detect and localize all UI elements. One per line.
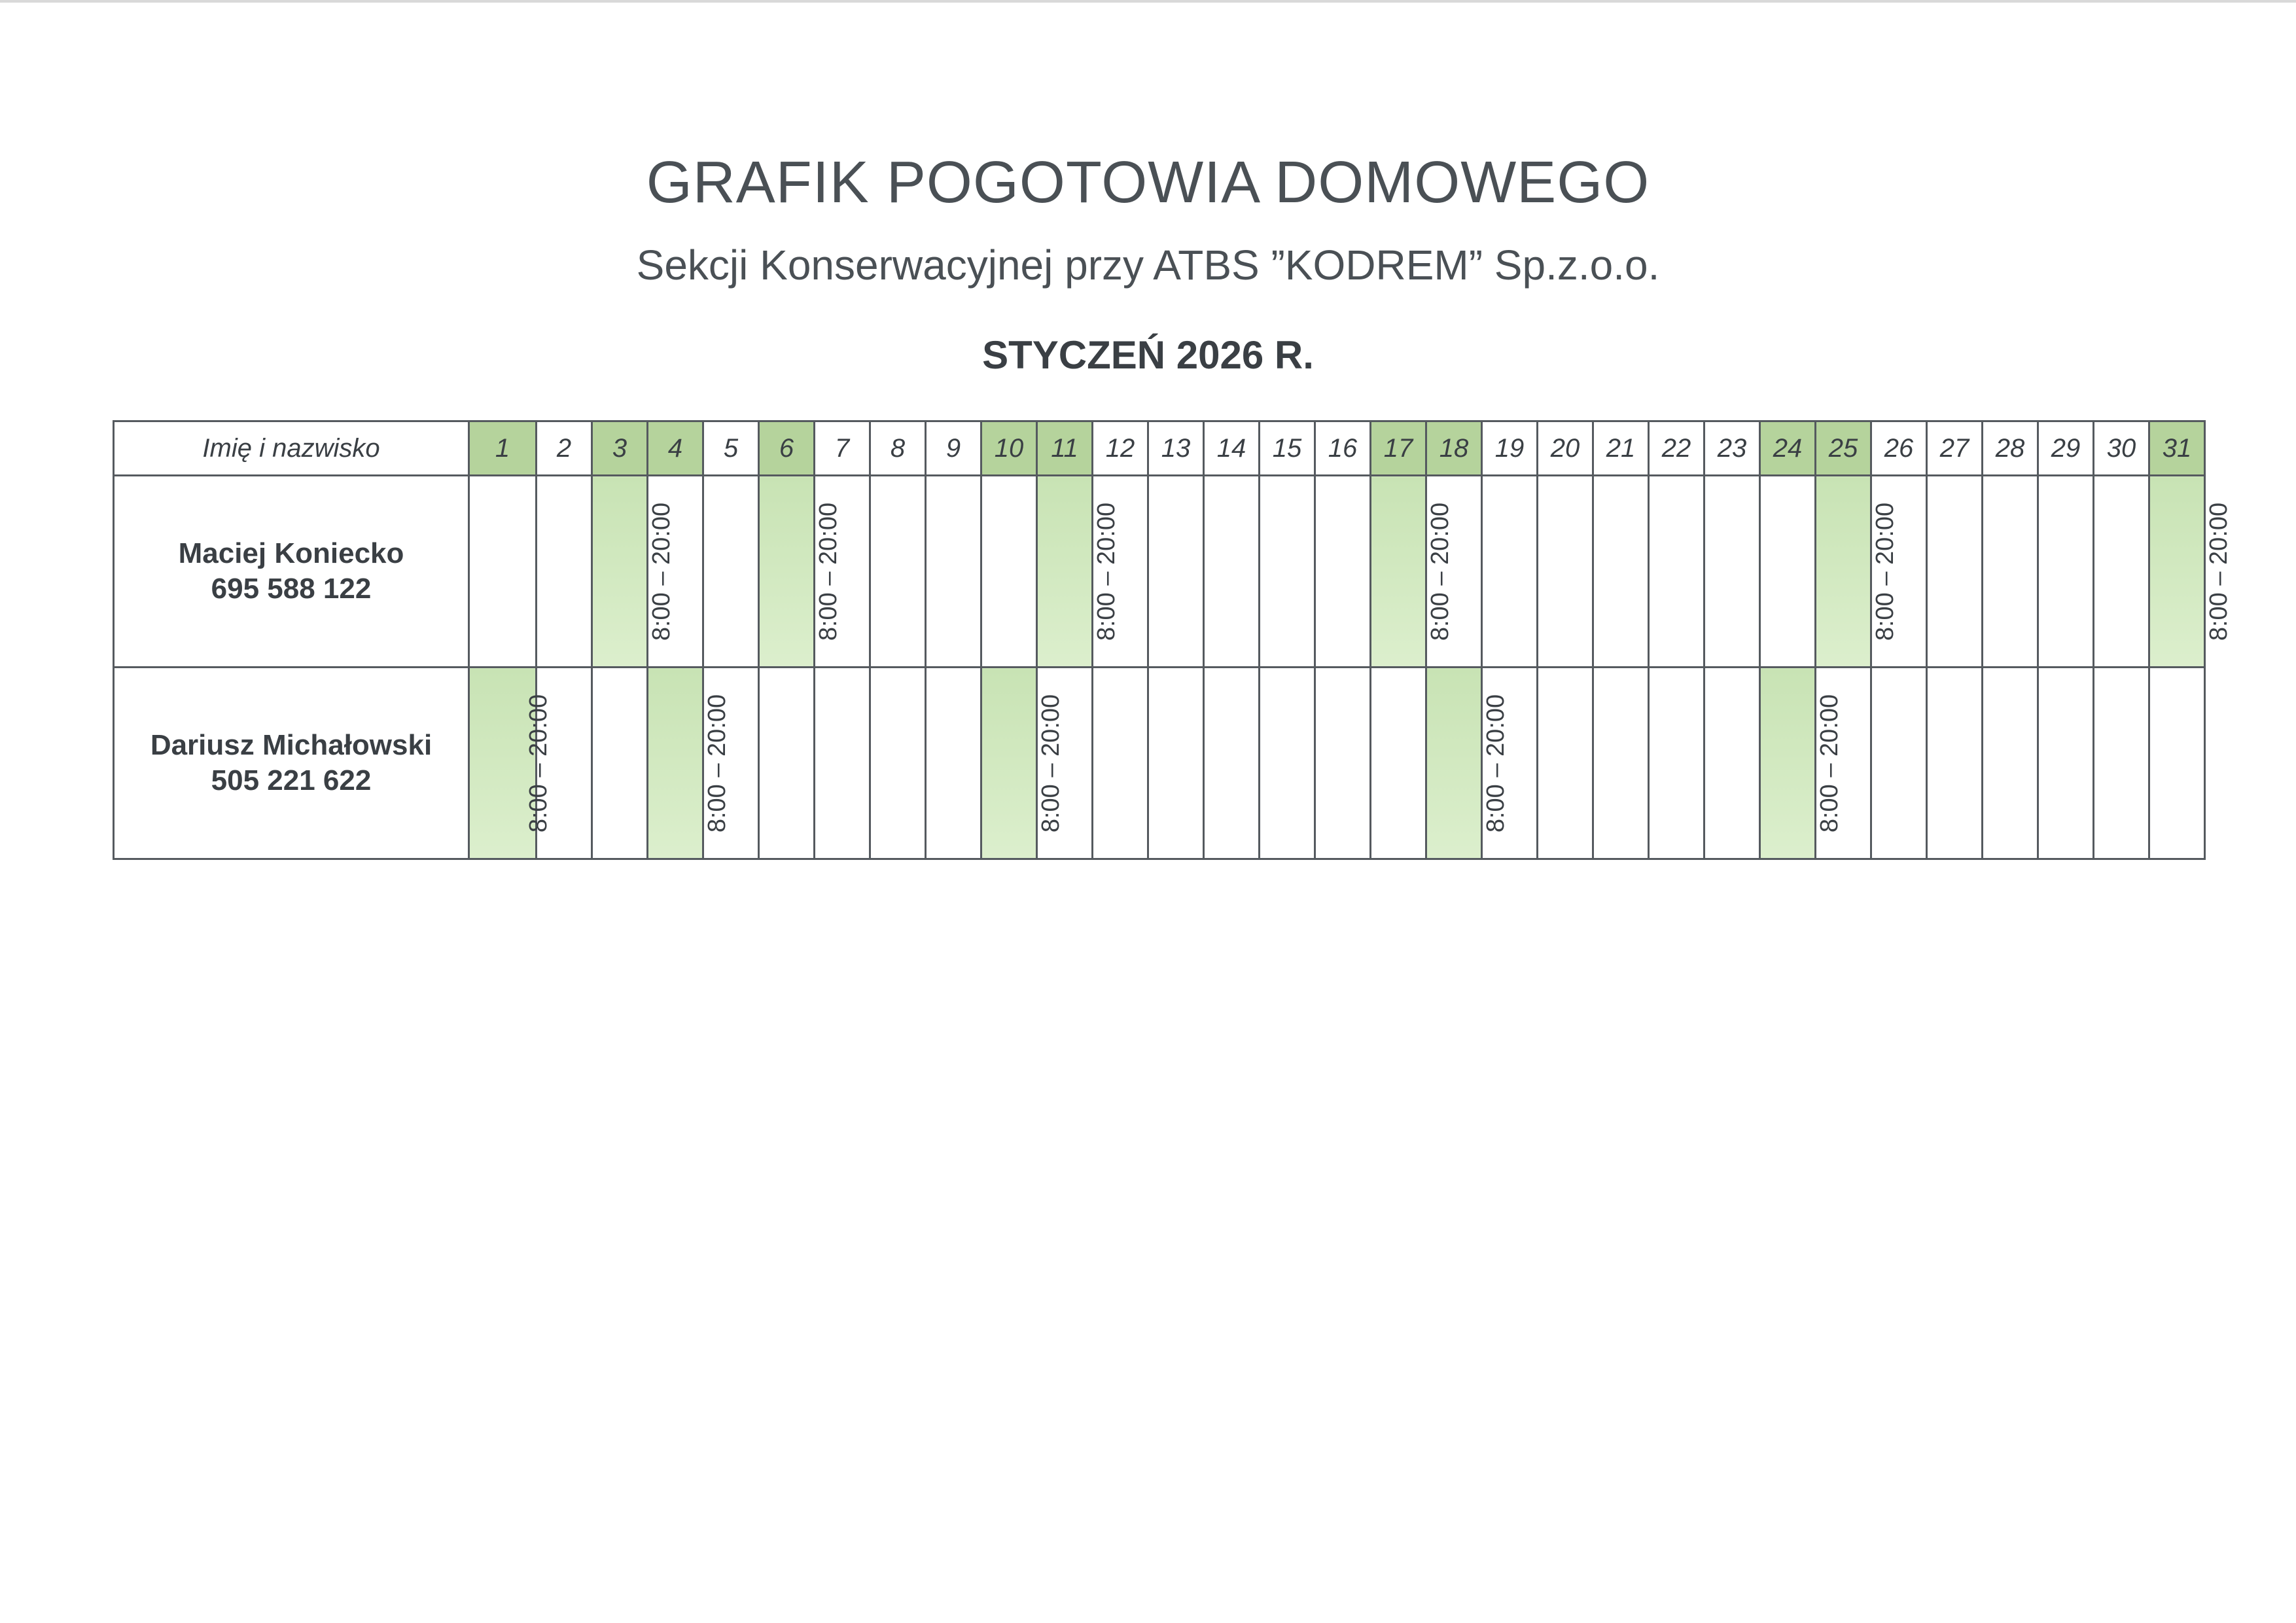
- duty-cell: [469, 668, 553, 859]
- name-column-header: Imię i nazwisko: [114, 421, 469, 476]
- page-title: GRAFIK POGOTOWIA DOMOWEGO: [646, 150, 1650, 215]
- duty-cell: [981, 668, 1065, 859]
- employee-phone: 695 588 122: [211, 573, 372, 605]
- duty-cell: [1371, 476, 1455, 668]
- empty-day-cell: [1148, 476, 1204, 668]
- day-header-3: 3: [592, 421, 648, 476]
- day-header-10: 10: [981, 421, 1037, 476]
- day-header-12: 12: [1093, 421, 1148, 476]
- empty-day-cell: [537, 476, 592, 668]
- duty-hours: 8:00 – 20:00: [1426, 502, 1455, 641]
- day-header-25: 25: [1816, 421, 1871, 476]
- duty-schedule-table: [113, 420, 2233, 860]
- day-header-19: 19: [1482, 421, 1538, 476]
- employee-cell: [114, 476, 469, 668]
- page-top-edge: [0, 0, 2296, 3]
- empty-day-cell: [1927, 476, 1983, 668]
- day-header-9: 9: [926, 421, 981, 476]
- empty-day-cell: [2094, 668, 2149, 859]
- duty-hours: 8:00 – 20:00: [2205, 502, 2233, 641]
- day-header-24: 24: [1760, 421, 1816, 476]
- empty-day-cell: [1704, 476, 1760, 668]
- day-header-8: 8: [870, 421, 926, 476]
- empty-day-cell: [537, 668, 592, 859]
- empty-day-cell: [1983, 476, 2038, 668]
- day-header-18: 18: [1426, 421, 1482, 476]
- day-header-23: 23: [1704, 421, 1760, 476]
- page-subtitle: Sekcji Konserwacyjnej przy ATBS ”KODREM” Sp.z.o.o.: [636, 241, 1660, 289]
- empty-day-cell: [981, 476, 1037, 668]
- empty-day-cell: [703, 668, 759, 859]
- empty-day-cell: [703, 476, 759, 668]
- duty-cell: [759, 476, 843, 668]
- duty-hours: 8:00 – 20:00: [815, 502, 843, 641]
- empty-day-cell: [1871, 476, 1927, 668]
- empty-day-cell: [1649, 668, 1704, 859]
- empty-day-cell: [1204, 476, 1260, 668]
- day-header-29: 29: [2038, 421, 2094, 476]
- day-header-30: 30: [2094, 421, 2149, 476]
- duty-cell: [2149, 476, 2233, 668]
- empty-day-cell: [870, 668, 926, 859]
- empty-day-cell: [648, 476, 703, 668]
- empty-day-cell: [1538, 476, 1593, 668]
- empty-day-cell: [1871, 668, 1927, 859]
- empty-day-cell: [1204, 668, 1260, 859]
- employee-row: [114, 476, 2205, 668]
- empty-day-cell: [1983, 668, 2038, 859]
- duty-hours: 8:00 – 20:00: [648, 502, 676, 641]
- empty-day-cell: [1315, 476, 1371, 668]
- empty-day-cell: [1260, 668, 1315, 859]
- empty-day-cell: [1760, 476, 1816, 668]
- empty-day-cell: [1593, 476, 1649, 668]
- duty-hours: 8:00 – 20:00: [1093, 502, 1121, 641]
- day-header-4: 4: [648, 421, 703, 476]
- empty-day-cell: [1482, 668, 1538, 859]
- day-header-14: 14: [1204, 421, 1260, 476]
- duty-cell: [592, 476, 676, 668]
- duty-hours: 8:00 – 20:00: [1037, 694, 1065, 832]
- employee-cell: [114, 668, 469, 859]
- day-header-13: 13: [1148, 421, 1204, 476]
- day-header-11: 11: [1037, 421, 1093, 476]
- empty-day-cell: [926, 476, 981, 668]
- day-header-21: 21: [1593, 421, 1649, 476]
- empty-day-cell: [1704, 668, 1760, 859]
- empty-day-cell: [815, 668, 870, 859]
- employee-name: Maciej Koniecko: [178, 537, 404, 569]
- day-header-1: 1: [469, 421, 537, 476]
- empty-day-cell: [1426, 476, 1482, 668]
- empty-day-cell: [2094, 476, 2149, 668]
- duty-cell: [1760, 668, 1844, 859]
- duty-hours: 8:00 – 20:00: [1871, 502, 1899, 641]
- day-header-2: 2: [537, 421, 592, 476]
- employee-phone: 505 221 622: [211, 764, 372, 796]
- empty-day-cell: [1093, 476, 1148, 668]
- duty-cell: [648, 668, 732, 859]
- duty-cell: [1816, 476, 1899, 668]
- day-header-22: 22: [1649, 421, 1704, 476]
- day-header-28: 28: [1983, 421, 2038, 476]
- duty-hours: 8:00 – 20:00: [1816, 694, 1844, 832]
- empty-day-cell: [1927, 668, 1983, 859]
- empty-day-cell: [815, 476, 870, 668]
- day-header-16: 16: [1315, 421, 1371, 476]
- empty-day-cell: [2038, 668, 2094, 859]
- empty-day-cell: [926, 668, 981, 859]
- schedule-body: [114, 476, 2233, 859]
- schedule-month: STYCZEŃ 2026 R.: [982, 333, 1314, 377]
- empty-day-cell: [1148, 668, 1204, 859]
- empty-day-cell: [1482, 476, 1538, 668]
- empty-day-cell: [1315, 668, 1371, 859]
- day-header-31: 31: [2149, 421, 2205, 476]
- empty-day-cell: [469, 476, 537, 668]
- day-header-5: 5: [703, 421, 759, 476]
- empty-day-cell: [870, 476, 926, 668]
- duty-cell: [1426, 668, 1510, 859]
- duty-cell: [1037, 476, 1121, 668]
- day-header-15: 15: [1260, 421, 1315, 476]
- empty-day-cell: [1093, 668, 1148, 859]
- day-header-27: 27: [1927, 421, 1983, 476]
- day-header-7: 7: [815, 421, 870, 476]
- day-header-6: 6: [759, 421, 815, 476]
- empty-day-cell: [1593, 668, 1649, 859]
- duty-hours: 8:00 – 20:00: [1482, 694, 1510, 832]
- empty-day-cell: [2149, 668, 2205, 859]
- duty-hours: 8:00 – 20:00: [703, 694, 732, 832]
- empty-day-cell: [592, 668, 648, 859]
- employee-row: [114, 668, 2205, 859]
- empty-day-cell: [1538, 668, 1593, 859]
- empty-day-cell: [1037, 668, 1093, 859]
- empty-day-cell: [1260, 476, 1315, 668]
- day-header-20: 20: [1538, 421, 1593, 476]
- empty-day-cell: [759, 668, 815, 859]
- day-header-26: 26: [1871, 421, 1927, 476]
- employee-name: Dariusz Michałowski: [150, 729, 433, 761]
- empty-day-cell: [1816, 668, 1871, 859]
- empty-day-cell: [2038, 476, 2094, 668]
- empty-day-cell: [1649, 476, 1704, 668]
- header-row: [114, 421, 2205, 476]
- empty-day-cell: [1371, 668, 1426, 859]
- day-header-17: 17: [1371, 421, 1426, 476]
- duty-hours: 8:00 – 20:00: [525, 694, 553, 832]
